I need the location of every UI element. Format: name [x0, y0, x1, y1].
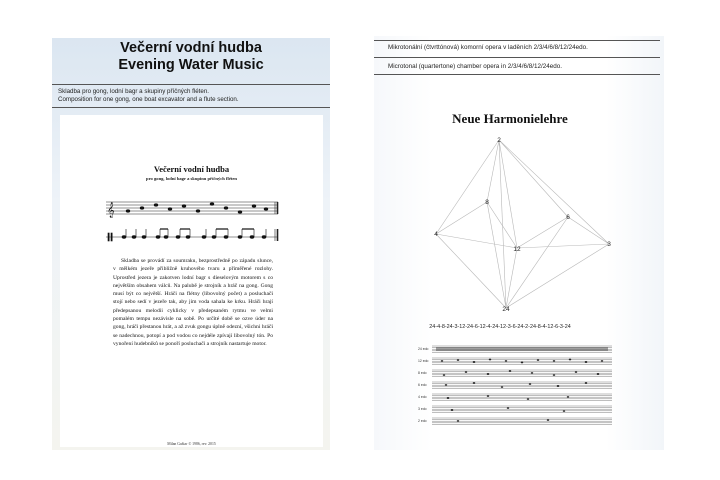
node-8: 8 — [485, 199, 489, 206]
score-footer: Milan Guštar © 1986, rev. 2015 — [167, 442, 216, 446]
left-panel — [52, 38, 330, 450]
staff-label-6edo: 6 edo — [418, 383, 427, 387]
score-subtitle: pro gong, lodní bagr a skupinu příčných fléten — [146, 176, 237, 181]
staff-label-12edo: 12 edo — [418, 359, 429, 363]
melody-staff — [104, 197, 280, 219]
title-english: Evening Water Music — [118, 57, 264, 73]
node-24: 24 — [502, 306, 510, 313]
staff-label-3edo: 3 edo — [418, 407, 427, 411]
node-2: 2 — [497, 137, 501, 144]
divider-middle — [374, 57, 660, 58]
description-block — [52, 84, 330, 108]
node-4: 4 — [434, 231, 438, 238]
staff-label-24edo: 24 edo — [418, 347, 429, 351]
score-title: Večerní vodní hudba — [153, 164, 230, 174]
node-6: 6 — [566, 214, 570, 221]
harmonielehre-title: Neue Harmonielehre — [452, 111, 568, 126]
divider-top — [374, 40, 660, 41]
tuning-staves — [418, 340, 614, 430]
tuning-graph[interactable] — [420, 130, 620, 320]
score-page[interactable] — [60, 115, 323, 447]
score-instructions: Skladba se provádí za soumraku, bezprostředně po západu slunce, v mělkém jezeře přibližně kruhového tvaru a přiměřené rozlohy. Uprostřed jezera je zakotven lodní bagr s dieselovým motorem s co největším obsahem válců. Na palubě je strojník a hráč na gong. Gong musí být co největší. Hráči na flétny (libovolný počet) a posluchači stojí nebo sedí v jezeře tak, aby jim voda sahala ke krku. Hráči hrají předepsanou melodii cyklicky v předepsaném rytmu ve velmi pomalém tempu nezávisle na sobě. Po určité době se ozve úder na gong, hráči přestanou hrát, a až zvuk gongu úplně odezní, všichni hráči se nadechnou, potopí a pod vodou co nejdéle zpívají libovolný tón. Po vynoření hudebníků se ponoří posluchači a strojník nastartuje motor. — [113, 258, 273, 347]
caption-english: Microtonal (quartertone) chamber opera in 2/3/4/6/8/12/24edo. — [388, 63, 562, 70]
caption-czech: Mikrotonální (čtvrttónová) komorní opera v laděních 2/3/4/6/8/12/24edo. — [388, 44, 588, 51]
rhythm-staff — [104, 225, 280, 243]
tuning-sequence: 24-4-8-24-3-12-24-6-12-4-24-12-3-6-24-2-24-8-4-12-6-3-24 — [429, 324, 571, 330]
node-12: 12 — [513, 246, 521, 253]
staff-label-8edo: 8 edo — [418, 371, 427, 375]
title-czech: Večerní vodní hudba — [120, 40, 262, 56]
description-czech: Skladba pro gong, lodní bagr a skupiny příčných fléten. — [58, 88, 210, 95]
description-english: Composition for one gong, one boat excavator and a flute section. — [58, 96, 239, 103]
node-3: 3 — [607, 241, 611, 248]
treble-clef-icon: 𝄞 — [107, 203, 115, 218]
divider-bottom — [374, 74, 660, 75]
staff-label-4edo: 4 edo — [418, 395, 427, 399]
title-block — [52, 38, 330, 74]
staff-label-2edo: 2 edo — [418, 419, 427, 423]
